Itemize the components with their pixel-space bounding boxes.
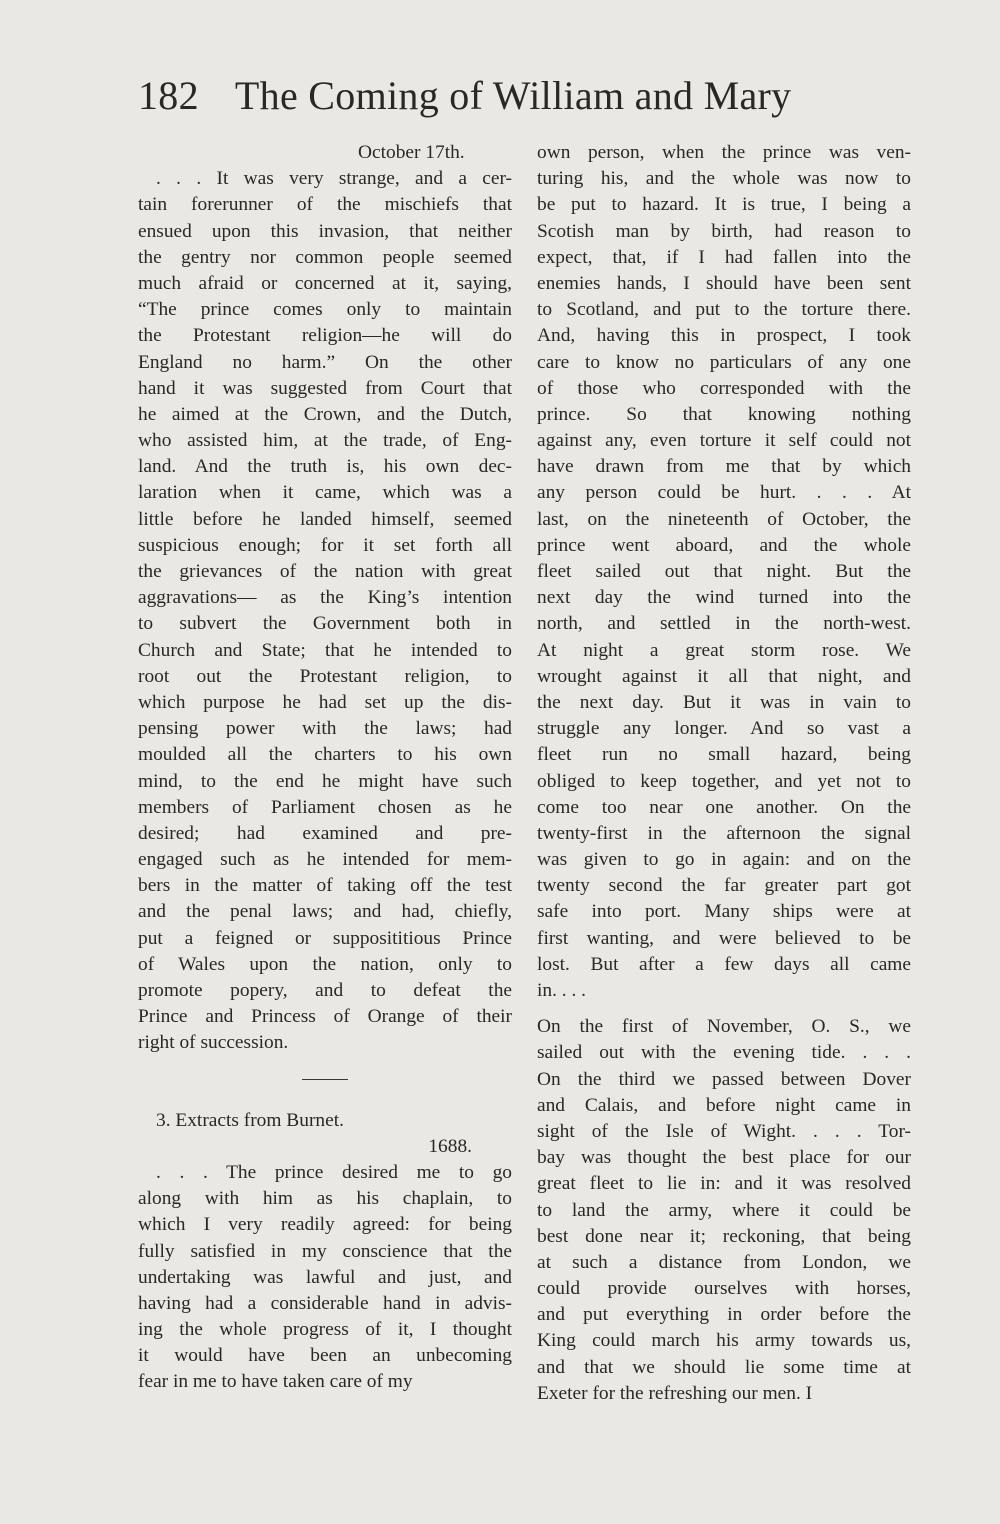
- text-line: the grievances of the nation with great: [138, 561, 512, 582]
- text-line: and Calais, and before night came in: [537, 1094, 911, 1116]
- text-line: and put everything in order before the: [537, 1304, 911, 1326]
- text-line: bers in the matter of taking off the test: [138, 875, 512, 897]
- text-line: sight of the Isle of Wight. . . . Tor-: [537, 1120, 911, 1142]
- text-line: of those who corresponded with the: [537, 377, 911, 399]
- text-line: and the penal laws; and had, chiefly,: [138, 901, 512, 923]
- text-line: prince. So that knowing nothing: [537, 403, 911, 425]
- text-line: pensing power with the laws; had: [138, 718, 512, 740]
- running-header: [138, 72, 791, 119]
- text-line: Exeter for the refreshing our men. I: [537, 1382, 813, 1404]
- text-line: undertaking was lawful and just, and: [138, 1266, 512, 1288]
- text-line: at such a distance from London, we: [537, 1251, 911, 1273]
- text-line: laration when it came, which was a: [138, 482, 512, 504]
- text-line: ing the whole progress of it, I thought: [138, 1319, 512, 1341]
- text-line: to subvert the Government both in: [138, 613, 512, 635]
- text-line: On the third we passed between Dover: [537, 1068, 911, 1090]
- text-line: . . . The prince desired me to go: [156, 1161, 512, 1183]
- text-line: King could march his army towards us,: [537, 1330, 911, 1352]
- text-line: Church and State; that he intended to: [138, 639, 512, 661]
- body-paragraph: [537, 1014, 911, 1407]
- text-line: At night a great storm rose. We: [537, 639, 911, 661]
- text-line: moulded all the charters to his own: [138, 744, 512, 766]
- text-line: suspicious enough; for it set forth all: [138, 534, 512, 556]
- left-column: [138, 140, 512, 1396]
- text-line: fleet run no small hazard, being: [537, 744, 911, 766]
- text-line: to land the army, where it could be: [537, 1199, 911, 1221]
- text-line: wrought against it all that night, and: [537, 665, 911, 687]
- text-line: much afraid or concerned at it, saying,: [138, 272, 512, 294]
- text-line: fleet sailed out that night. But the: [537, 561, 911, 582]
- text-line: sailed out with the evening tide. . . .: [537, 1042, 911, 1064]
- text-line: And, having this in prospect, I took: [537, 325, 911, 347]
- right-column: [537, 140, 911, 1407]
- text-line: expect, that, if I had fallen into the: [537, 246, 911, 268]
- text-line: have drawn from me that by which: [537, 456, 911, 478]
- text-line: of Wales upon the nation, only to: [138, 953, 512, 975]
- text-line: “The prince comes only to maintain: [138, 299, 512, 321]
- text-line: last, on the nineteenth of October, the: [537, 508, 911, 530]
- text-line: root out the Protestant religion, to: [138, 665, 512, 687]
- text-line: great fleet to lie in: and it was resolved: [537, 1173, 911, 1195]
- text-line: . . . It was very strange, and a cer-: [156, 168, 512, 190]
- text-line: little before he landed himself, seemed: [138, 508, 512, 530]
- running-title: The Coming of William and Mary: [234, 73, 792, 118]
- extract-paragraph: [138, 166, 512, 1056]
- text-line: bay was thought the best place for our: [537, 1147, 911, 1169]
- text-line: could provide ourselves with horses,: [537, 1278, 911, 1300]
- text-line: promote popery, and to defeat the: [138, 980, 512, 1001]
- text-line: the Protestant religion—he will do: [138, 325, 512, 347]
- text-line: engaged such as he intended for mem-: [138, 849, 512, 871]
- text-line: Prince and Princess of Orange of their: [138, 1006, 512, 1028]
- text-line: first wanting, and were believed to be: [537, 927, 911, 949]
- text-line: lost. But after a few days all came: [537, 953, 911, 975]
- text-line: prince went aboard, and the whole: [537, 534, 911, 556]
- text-line: fear in me to have taken care of my: [138, 1371, 413, 1393]
- text-line: aggravations— as the King’s intention: [138, 587, 512, 609]
- text-line: having had a considerable hand in advis-: [138, 1292, 512, 1314]
- text-line: struggle any longer. And so vast a: [537, 718, 911, 740]
- text-line: next day the wind turned into the: [537, 587, 911, 609]
- text-line: the gentry nor common people seemed: [138, 246, 512, 268]
- text-line: Scotish man by birth, had reason to: [537, 220, 911, 242]
- text-line: it would have been an unbecoming: [138, 1345, 512, 1367]
- text-line: best done near it; reckoning, that being: [537, 1225, 911, 1247]
- text-line: along with him as his chaplain, to: [138, 1188, 512, 1210]
- text-line: fully satisfied in my conscience that the: [138, 1240, 512, 1262]
- body-paragraph: [537, 140, 911, 1004]
- text-line: who assisted him, at the trade, of Eng-: [138, 430, 512, 452]
- text-line: hand it was suggested from Court that: [138, 377, 512, 399]
- text-line: twenty-first in the afternoon the signal: [537, 822, 911, 844]
- text-line: desired; had examined and pre-: [138, 822, 512, 844]
- text-line: to Scotland, and put to the torture there.: [537, 299, 911, 321]
- text-line: On the first of November, O. S., we: [537, 1016, 911, 1038]
- page-number: 182: [138, 73, 199, 118]
- text-line: in. . . .: [537, 980, 587, 1001]
- text-line: ensued upon this invasion, that neither: [138, 220, 512, 242]
- text-line: enemies hands, I should have been sent: [537, 272, 911, 294]
- text-line: which I very readily agreed: for being: [138, 1214, 512, 1236]
- text-line: tain forerunner of the mischiefs that: [138, 194, 512, 216]
- text-line: the next day. But it was in vain to: [537, 691, 911, 713]
- text-line: mind, to the end he might have such: [138, 770, 512, 792]
- text-line: England no harm.” On the other: [138, 351, 512, 373]
- section-date: 1688.: [428, 1135, 472, 1157]
- text-line: be put to hazard. It is true, I being a: [537, 194, 911, 216]
- text-line: turing his, and the whole was now to: [537, 168, 911, 190]
- text-line: twenty second the far greater part got: [537, 875, 911, 897]
- section-date: October 17th.: [358, 142, 465, 163]
- text-line: come too near one another. On the: [537, 796, 911, 818]
- text-line: he aimed at the Crown, and the Dutch,: [138, 403, 512, 425]
- text-line: which purpose he had set up the dis-: [138, 691, 512, 713]
- text-line: any person could be hurt. . . . At: [537, 482, 911, 504]
- text-line: was given to go in again: and on the: [537, 849, 911, 871]
- paragraph-gap: [537, 1004, 911, 1014]
- text-line: and that we should lie some time at: [537, 1356, 911, 1378]
- text-line: north, and settled in the north-west.: [537, 613, 911, 635]
- text-line: against any, even torture it self could not: [537, 430, 911, 452]
- section-divider: [302, 1079, 348, 1080]
- text-line: safe into port. Many ships were at: [537, 901, 911, 923]
- text-line: care to know no particulars of any one: [537, 351, 911, 373]
- text-line: own person, when the prince was ven-: [537, 142, 911, 163]
- text-line: land. And the truth is, his own dec-: [138, 456, 512, 478]
- text-line: right of succession.: [138, 1032, 289, 1054]
- text-line: obliged to keep together, and yet not to: [537, 770, 911, 792]
- text-line: put a feigned or supposititious Prince: [138, 927, 512, 949]
- text-line: members of Parliament chosen as he: [138, 796, 512, 818]
- extract-paragraph: [138, 1160, 512, 1396]
- section-heading: 3. Extracts from Burnet.: [156, 1109, 344, 1131]
